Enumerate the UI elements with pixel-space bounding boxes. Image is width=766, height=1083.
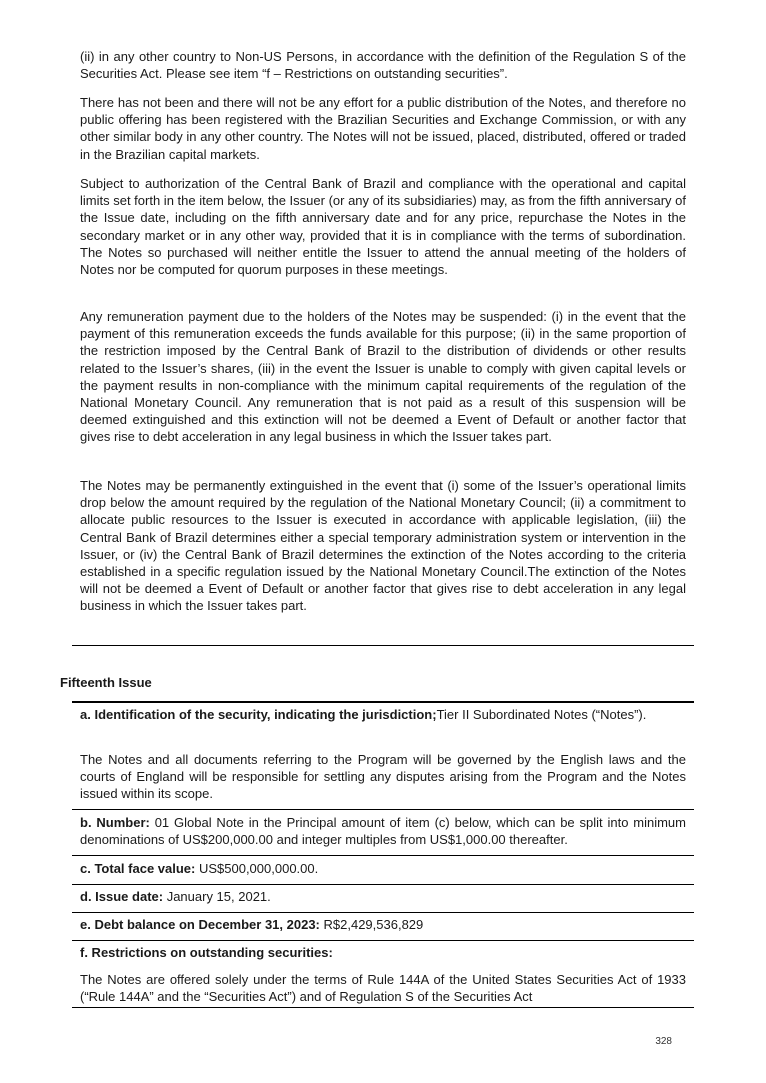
item-a-identification bbox=[80, 706, 686, 723]
item-d-issue-date bbox=[80, 888, 686, 905]
item-b-value: 01 Global Note in the Principal amount of item (c) below, which can be split into minimum denominations of US$200,000.00 and integer multiples from US$1,000.00 thereafter. bbox=[80, 815, 686, 848]
row-divider bbox=[72, 912, 694, 913]
item-c-total-face-value bbox=[80, 860, 686, 877]
item-d-value: January 15, 2021. bbox=[163, 889, 271, 904]
section-divider bbox=[72, 645, 694, 646]
item-d-label: d. Issue date: bbox=[80, 889, 164, 904]
item-e-label: e. Debt balance on December 31, 2023: bbox=[80, 917, 320, 932]
item-b-number bbox=[80, 814, 686, 848]
item-a-value: Tier II Subordinated Notes (“Notes”). bbox=[436, 707, 647, 722]
page-number: 328 bbox=[655, 1036, 672, 1047]
paragraph-repurchase: Subject to authorization of the Central Bank of Brazil and compliance with the operational and capital limits set forth in the item below, the Issuer (or any of its subsidiaries) may, as from the fifth anniversary of the Issue date, including on the fifth anniversary date and for any price, repurchase the Notes in the secondary market or in any other way, provided that it is in compliance with the terms of subordination. The Notes so purchased will neither entitle the Issuer to attend the annual meeting of the holders of Notes nor be computed for quorum purposes in these meetings. bbox=[80, 176, 686, 278]
row-divider bbox=[72, 855, 694, 856]
paragraph-remuneration-suspension: Any remuneration payment due to the holders of the Notes may be suspended: (i) in the event that the payment of this remuneration exceeds the funds available for this purpose; (ii) in the same proportion of the restriction imposed by the Central Bank of Brazil to the distribution of dividends or other results related to the Issuer’s shares, (iii) in the event the Issuer is unable to comply with given capital levels or the payment results in non-compliance with the minimum capital requirements of the regulation of the National Monetary Council. Any remuneration that is not paid as a result of this suspension will be deemed extinguished and this extinction will not be deemed a Event of Default or another factor that gives rise to debt acceleration in any legal business in which the Issuer takes part. bbox=[80, 309, 686, 445]
paragraph-permanent-extinction: The Notes may be permanently extinguished in the event that (i) some of the Issuer’s operational limits drop below the amount required by the regulation of the National Monetary Council; (ii) a commitment to allocate public resources to the Issuer is executed in accordance with applicable legislation, (iii) the Central Bank of Brazil determines either a special temporary administration system or intervention in the Issuer, or (iv) the Central Bank of Brazil determines the extinction of the Notes according to the criteria established in a specific regulation issued by the National Monetary Council.The extinction of the Notes will not be deemed a Event of Default or another factor that gives rise to debt acceleration in any legal business in which the Issuer takes part. bbox=[80, 478, 686, 614]
paragraph-no-public-offering: There has not been and there will not be any effort for a public distribution of the Notes, and therefore no public offering has been registered with the Brazilian Securities and Exchange Commission, or with any other similar body in any other country. The Notes will not be issued, placed, distributed, offered or traded in the Brazilian capital markets. bbox=[80, 95, 686, 162]
item-c-value: US$500,000,000.00. bbox=[195, 861, 319, 876]
table-top-border bbox=[72, 701, 694, 703]
row-divider bbox=[72, 884, 694, 885]
item-a-governing-law: The Notes and all documents referring to the Program will be governed by the English laws and the courts of England will be responsible for settling any disputes arising from the Program and the Notes issued within its scope. bbox=[80, 752, 686, 802]
item-b-label: b. Number: bbox=[80, 815, 150, 830]
item-f-label: f. Restrictions on outstanding securities: bbox=[80, 945, 333, 960]
table-bottom-border bbox=[72, 1007, 694, 1008]
item-a-label: a. Identification of the security, indicating the jurisdiction; bbox=[80, 707, 437, 722]
paragraph-regulation-s: (ii) in any other country to Non-US Persons, in accordance with the definition of the Regulation S of the Securities Act. Please see item “f – Restrictions on outstanding securities”. bbox=[80, 49, 686, 82]
row-divider bbox=[72, 809, 694, 810]
section-title: Fifteenth Issue bbox=[60, 675, 152, 690]
item-f-rule-144a: The Notes are offered solely under the terms of Rule 144A of the United States Securities Act of 1933 (“Rule 144A” and the “Securities Act”) and of Regulation S of the Securities Act bbox=[80, 972, 686, 1005]
row-divider bbox=[72, 940, 694, 941]
item-c-label: c. Total face value: bbox=[80, 861, 196, 876]
item-e-value: R$2,429,536,829 bbox=[319, 917, 424, 932]
item-e-debt-balance bbox=[80, 916, 686, 933]
item-f-restrictions bbox=[80, 944, 686, 961]
